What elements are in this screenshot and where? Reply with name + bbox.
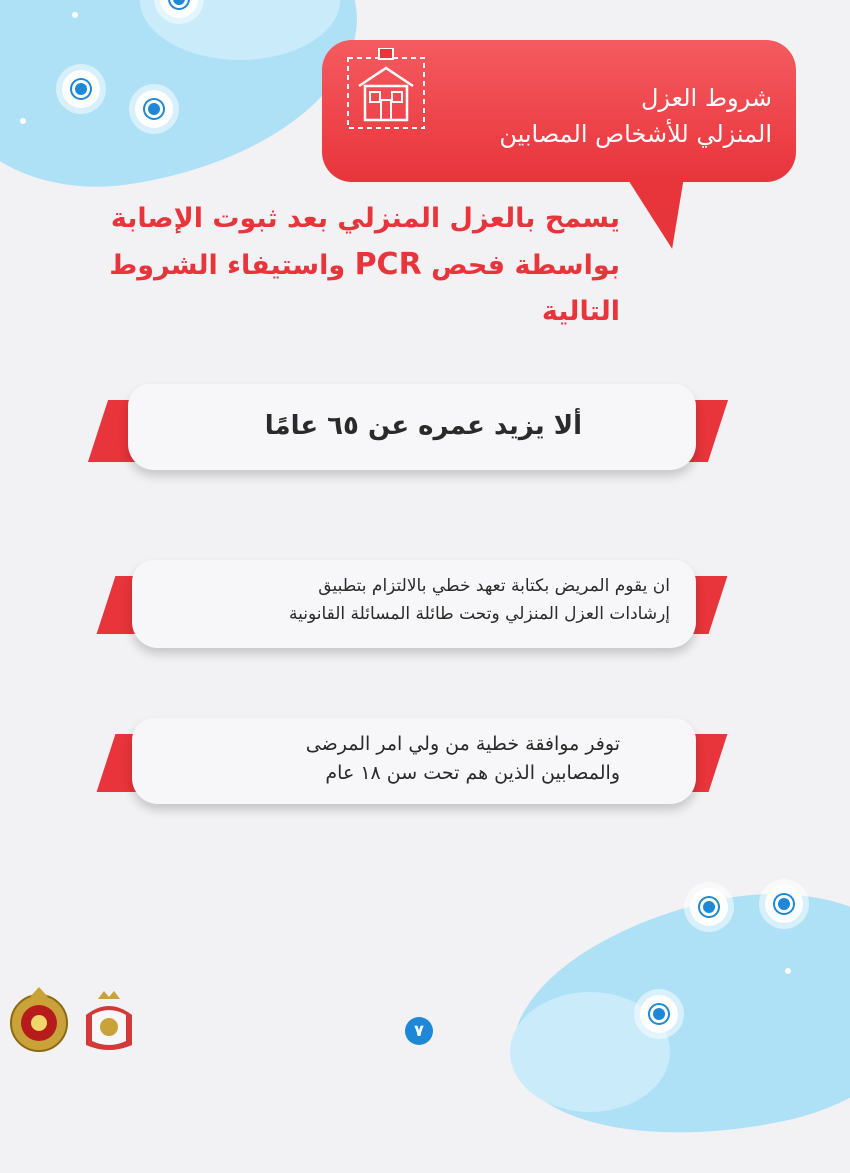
bubble-title-line2: المنزلي للأشخاص المصابين <box>499 120 772 148</box>
page-number: ٧ <box>405 1017 433 1045</box>
condition-text <box>150 572 670 628</box>
subtitle-pcr: PCR <box>354 247 422 282</box>
sparkle-dot <box>72 12 78 18</box>
house-lock-icon <box>345 48 427 130</box>
bubble-title <box>442 80 772 152</box>
virus-icon <box>690 888 728 926</box>
sparkle-dot <box>20 118 26 124</box>
condition-line1: ان يقوم المريض بكتابة تعهد خطي بالالتزام بتطبيق <box>318 576 670 596</box>
condition-line2: إرشادات العزل المنزلي وتحت طائلة المسائلة القانونية <box>288 604 670 624</box>
sparkle-dot <box>785 968 791 974</box>
royal-crest-logo <box>78 985 140 1055</box>
condition-text <box>150 408 582 444</box>
virus-icon <box>135 90 173 128</box>
virus-icon <box>765 885 803 923</box>
virus-icon <box>62 70 100 108</box>
condition-text <box>150 730 620 788</box>
intro-subtitle <box>30 196 620 335</box>
army-emblem-logo <box>8 985 70 1055</box>
subtitle-line2-before: بواسطة فحص <box>431 250 620 281</box>
subtitle-line1: يسمح بالعزل المنزلي بعد ثبوت الإصابة <box>110 203 620 234</box>
virus-icon <box>640 995 678 1033</box>
condition-line1: ألا يزيد عمره عن ٦٥ عامًا <box>264 411 582 441</box>
bubble-title-line1: شروط العزل <box>640 84 772 112</box>
condition-line2: والمصابين الذين هم تحت سن ١٨ عام <box>325 762 620 784</box>
subtitle-line2-after: واستيفاء الشروط التالية <box>109 250 620 327</box>
condition-line1: توفر موافقة خطية من ولي امر المرضى <box>305 733 620 755</box>
